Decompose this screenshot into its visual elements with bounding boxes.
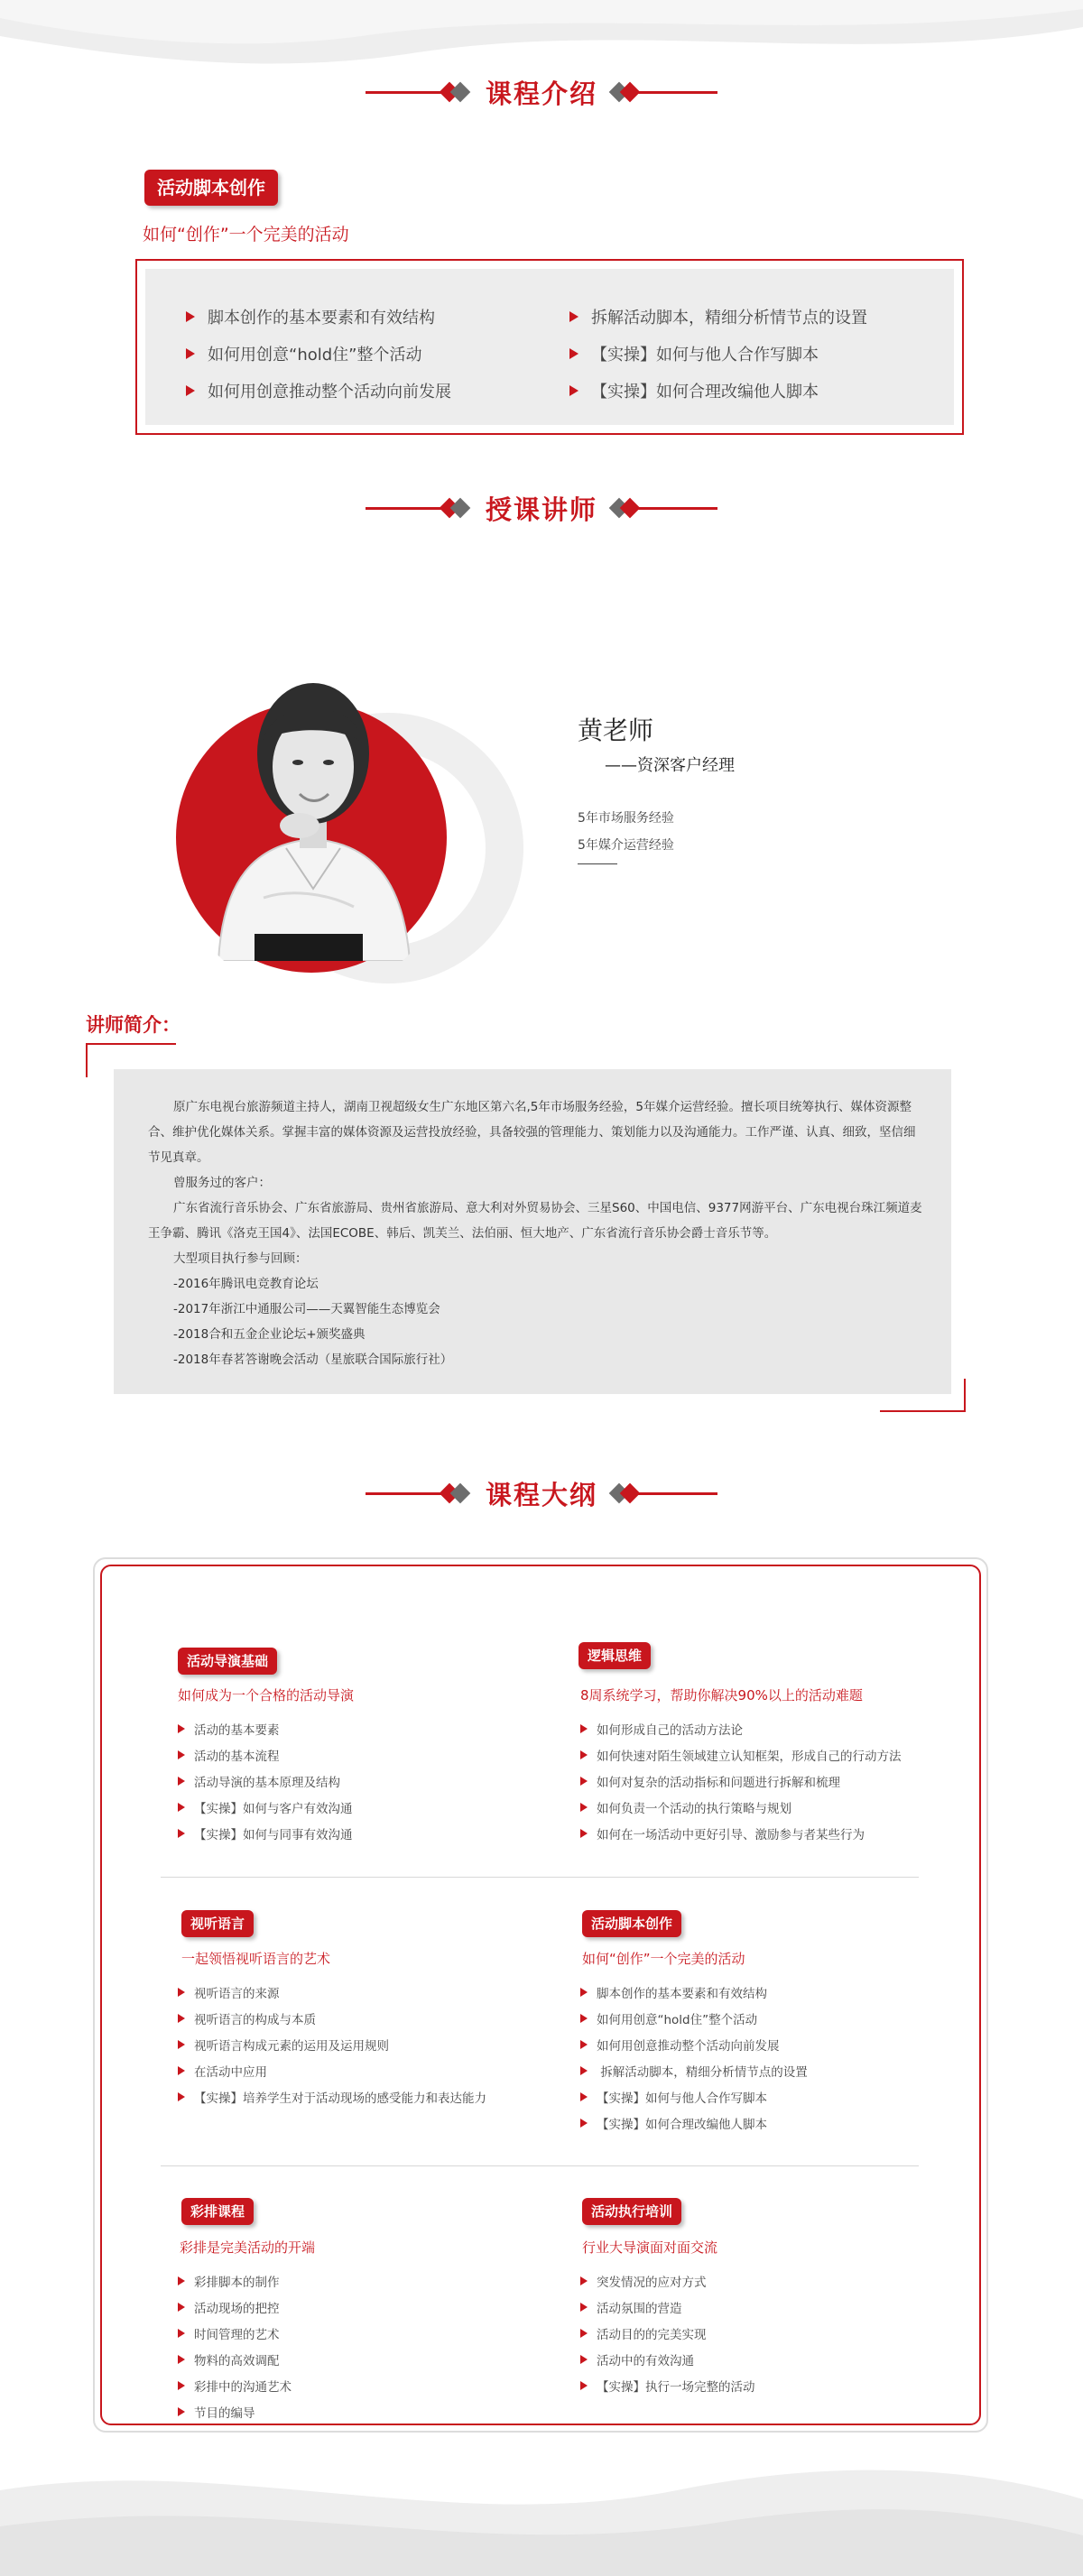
arrow-icon	[580, 2381, 588, 2390]
divider	[161, 1877, 919, 1878]
outline-tag: 活动脚本创作	[582, 1910, 681, 1937]
bio-paragraph: -2018年春茗答谢晚会活动（星旅联合国际旅行社）	[173, 1353, 453, 1367]
corner-decoration	[964, 1379, 966, 1412]
list-item: 如何用创意推动整个活动向前发展	[580, 2036, 808, 2062]
arrow-icon	[178, 2303, 185, 2312]
section-title-text: 课程大纲	[485, 1480, 597, 1510]
corner-decoration	[86, 1043, 88, 1077]
list-item: 【实操】如何合理改编他人脚本	[569, 379, 867, 416]
teacher-photo	[200, 663, 426, 961]
outline-list	[178, 1983, 486, 2114]
arrow-icon	[580, 2014, 588, 2023]
teacher-name: 黄老师	[578, 716, 654, 745]
corner-decoration	[86, 1043, 176, 1045]
bio-label: 讲师简介：	[86, 1014, 180, 1036]
arrow-icon	[178, 2381, 185, 2390]
arrow-icon	[178, 2092, 185, 2101]
arrow-icon	[580, 2092, 588, 2101]
list-item: 脚本创作的基本要素和有效结构	[580, 1983, 808, 2009]
section-title-text: 课程介绍	[485, 78, 597, 109]
list-item: 【实操】培养学生对于活动现场的感受能力和表达能力	[178, 2088, 486, 2114]
intro-subtitle: 如何“创作”一个完美的活动	[143, 225, 349, 245]
outline-subtitle: 彩排是完美活动的开端	[180, 2239, 316, 2256]
teacher-title: ——资深客户经理	[605, 756, 735, 775]
list-item: 如何快速对陌生领域建立认知框架，形成自己的行动方法	[580, 1746, 902, 1772]
outline-list	[580, 1720, 902, 1851]
bio-paragraph: 大型项目执行参与回顾：	[173, 1251, 308, 1266]
arrow-icon	[580, 1988, 588, 1997]
arrow-icon	[178, 2329, 185, 2338]
list-item: 活动目的的完美实现	[580, 2324, 755, 2350]
outline-subtitle: 一起领悟视听语言的艺术	[181, 1951, 331, 1967]
arrow-icon	[178, 1724, 185, 1733]
arrow-icon	[178, 2014, 185, 2023]
arrow-icon	[580, 2040, 588, 2049]
list-item: 物料的高效调配	[178, 2350, 292, 2377]
outline-list	[580, 2272, 755, 2403]
bio-paragraph: 广东省流行音乐协会、广东省旅游局、贵州省旅游局、意大利对外贸易协会、三星S60、中国电信、9377网游平台、广东电视台珠江频道麦王争霸、腾讯《洛克王国4》、法国ECOBE、韩后、凯芙兰、法伯丽、恒大地产、广东省流行音乐协会爵士音乐节等。	[148, 1201, 922, 1241]
arrow-icon	[580, 2119, 588, 2128]
outline-tag: 活动执行培训	[582, 2198, 681, 2225]
list-item: 【实操】如何合理改编他人脚本	[580, 2114, 808, 2140]
arrow-icon	[580, 2066, 588, 2075]
intro-list-left	[186, 305, 451, 416]
top-wave-decoration	[0, 0, 1083, 72]
outline-subtitle: 如何成为一个合格的活动导演	[178, 1687, 355, 1703]
section-title-intro	[0, 65, 1083, 119]
outline-subtitle: 如何“创作”一个完美的活动	[582, 1951, 745, 1967]
arrow-icon	[186, 311, 195, 322]
arrow-icon	[580, 2329, 588, 2338]
list-item: 如何在一场活动中更好引导、激励参与者某些行为	[580, 1824, 902, 1851]
arrow-icon	[178, 2040, 185, 2049]
arrow-icon	[186, 385, 195, 396]
list-item: 【实操】如何与他人合作写脚本	[580, 2088, 808, 2114]
bio-paragraph: -2016年腾讯电竞教育论坛	[173, 1277, 319, 1291]
list-item: 【实操】如何与客户有效沟通	[178, 1798, 353, 1824]
bio-paragraph: 原广东电视台旅游频道主持人，湖南卫视超级女生广东地区第六名,5年市场服务经验，5年媒介运营经验。擅长项目统筹执行、媒体资源整合、维护优化媒体关系。掌握丰富的媒体资源及运营投放经验，具备较强的管理能力、策划能力以及沟通能力。工作严谨、认真、细致，坚信细节见真章。	[148, 1100, 916, 1165]
arrow-icon	[580, 2355, 588, 2364]
bio-paragraph: -2018合和五金企业论坛+颁奖盛典	[173, 1327, 366, 1342]
intro-list-right	[569, 305, 867, 416]
divider	[161, 2165, 919, 2166]
intro-box	[135, 259, 964, 435]
arrow-icon	[580, 1777, 588, 1786]
teacher-experience: 5年媒介运营经验	[578, 838, 674, 853]
list-item: 如何形成自己的活动方法论	[580, 1720, 902, 1746]
list-item: 在活动中应用	[178, 2062, 486, 2088]
bio-paragraph: 曾服务过的客户：	[173, 1176, 271, 1190]
arrow-icon	[178, 2066, 185, 2075]
list-item: 突发情况的应对方式	[580, 2272, 755, 2298]
outline-tag: 彩排课程	[181, 2198, 254, 2225]
list-item: 脚本创作的基本要素和有效结构	[186, 305, 451, 342]
arrow-icon	[580, 1829, 588, 1838]
arrow-icon	[186, 348, 195, 359]
bio-paragraph: -2017年浙江中通服公司——天翼智能生态博览会	[173, 1302, 440, 1316]
outline-tag: 视听语言	[181, 1910, 254, 1937]
bottom-wave-decoration	[0, 2436, 1083, 2576]
arrow-icon	[178, 2276, 185, 2285]
list-item: 时间管理的艺术	[178, 2324, 292, 2350]
outline-tag: 逻辑思维	[579, 1642, 651, 1669]
arrow-icon	[178, 1750, 185, 1759]
arrow-icon	[178, 1988, 185, 1997]
list-item: 活动导演的基本原理及结构	[178, 1772, 353, 1798]
arrow-icon	[569, 311, 579, 322]
bio-box	[114, 1069, 951, 1394]
list-item: 如何用创意“hold住”整个活动	[580, 2009, 808, 2036]
teacher-experience: 5年市场服务经验	[578, 811, 674, 826]
list-item: 彩排中的沟通艺术	[178, 2377, 292, 2403]
section-title-teacher	[0, 481, 1083, 535]
list-item: 视听语言的构成与本质	[178, 2009, 486, 2036]
arrow-icon	[178, 2355, 185, 2364]
arrow-icon	[580, 1724, 588, 1733]
list-item: 活动的基本要素	[178, 1720, 353, 1746]
list-item: 拆解活动脚本，精细分析情节点的设置	[580, 2062, 808, 2088]
arrow-icon	[580, 2276, 588, 2285]
list-item: 活动的基本流程	[178, 1746, 353, 1772]
arrow-icon	[178, 1803, 185, 1812]
outline-tag: 活动导演基础	[178, 1648, 277, 1675]
arrow-icon	[580, 1750, 588, 1759]
list-item: 活动中的有效沟通	[580, 2350, 755, 2377]
divider	[578, 863, 617, 864]
list-item: 如何用创意“hold住”整个活动	[186, 342, 451, 379]
list-item: 如何负责一个活动的执行策略与规划	[580, 1798, 902, 1824]
list-item: 活动氛围的营造	[580, 2298, 755, 2324]
list-item: 视听语言构成元素的运用及运用规则	[178, 2036, 486, 2062]
section-title-outline	[0, 1466, 1083, 1520]
outline-list	[178, 1720, 353, 1851]
list-item: 【实操】如何与他人合作写脚本	[569, 342, 867, 379]
arrow-icon	[569, 385, 579, 396]
outline-subtitle: 8周系统学习，帮助你解决90%以上的活动难题	[580, 1687, 863, 1703]
outline-list	[178, 2272, 292, 2429]
outline-subtitle: 行业大导演面对面交流	[582, 2239, 718, 2256]
outline-list	[580, 1983, 808, 2140]
arrow-icon	[178, 1777, 185, 1786]
intro-tag: 活动脚本创作	[144, 170, 278, 206]
arrow-icon	[569, 348, 579, 359]
arrow-icon	[580, 1803, 588, 1812]
corner-decoration	[880, 1410, 966, 1412]
list-item: 拆解活动脚本，精细分析情节点的设置	[569, 305, 867, 342]
list-item: 如何用创意推动整个活动向前发展	[186, 379, 451, 416]
arrow-icon	[178, 1829, 185, 1838]
list-item: 活动现场的把控	[178, 2298, 292, 2324]
section-title-text: 授课讲师	[485, 494, 597, 525]
list-item: 节目的编导	[178, 2403, 292, 2429]
list-item: 【实操】执行一场完整的活动	[580, 2377, 755, 2403]
arrow-icon	[580, 2303, 588, 2312]
list-item: 【实操】如何与同事有效沟通	[178, 1824, 353, 1851]
list-item: 如何对复杂的活动指标和问题进行拆解和梳理	[580, 1772, 902, 1798]
list-item: 视听语言的来源	[178, 1983, 486, 2009]
arrow-icon	[178, 2407, 185, 2416]
list-item: 彩排脚本的制作	[178, 2272, 292, 2298]
